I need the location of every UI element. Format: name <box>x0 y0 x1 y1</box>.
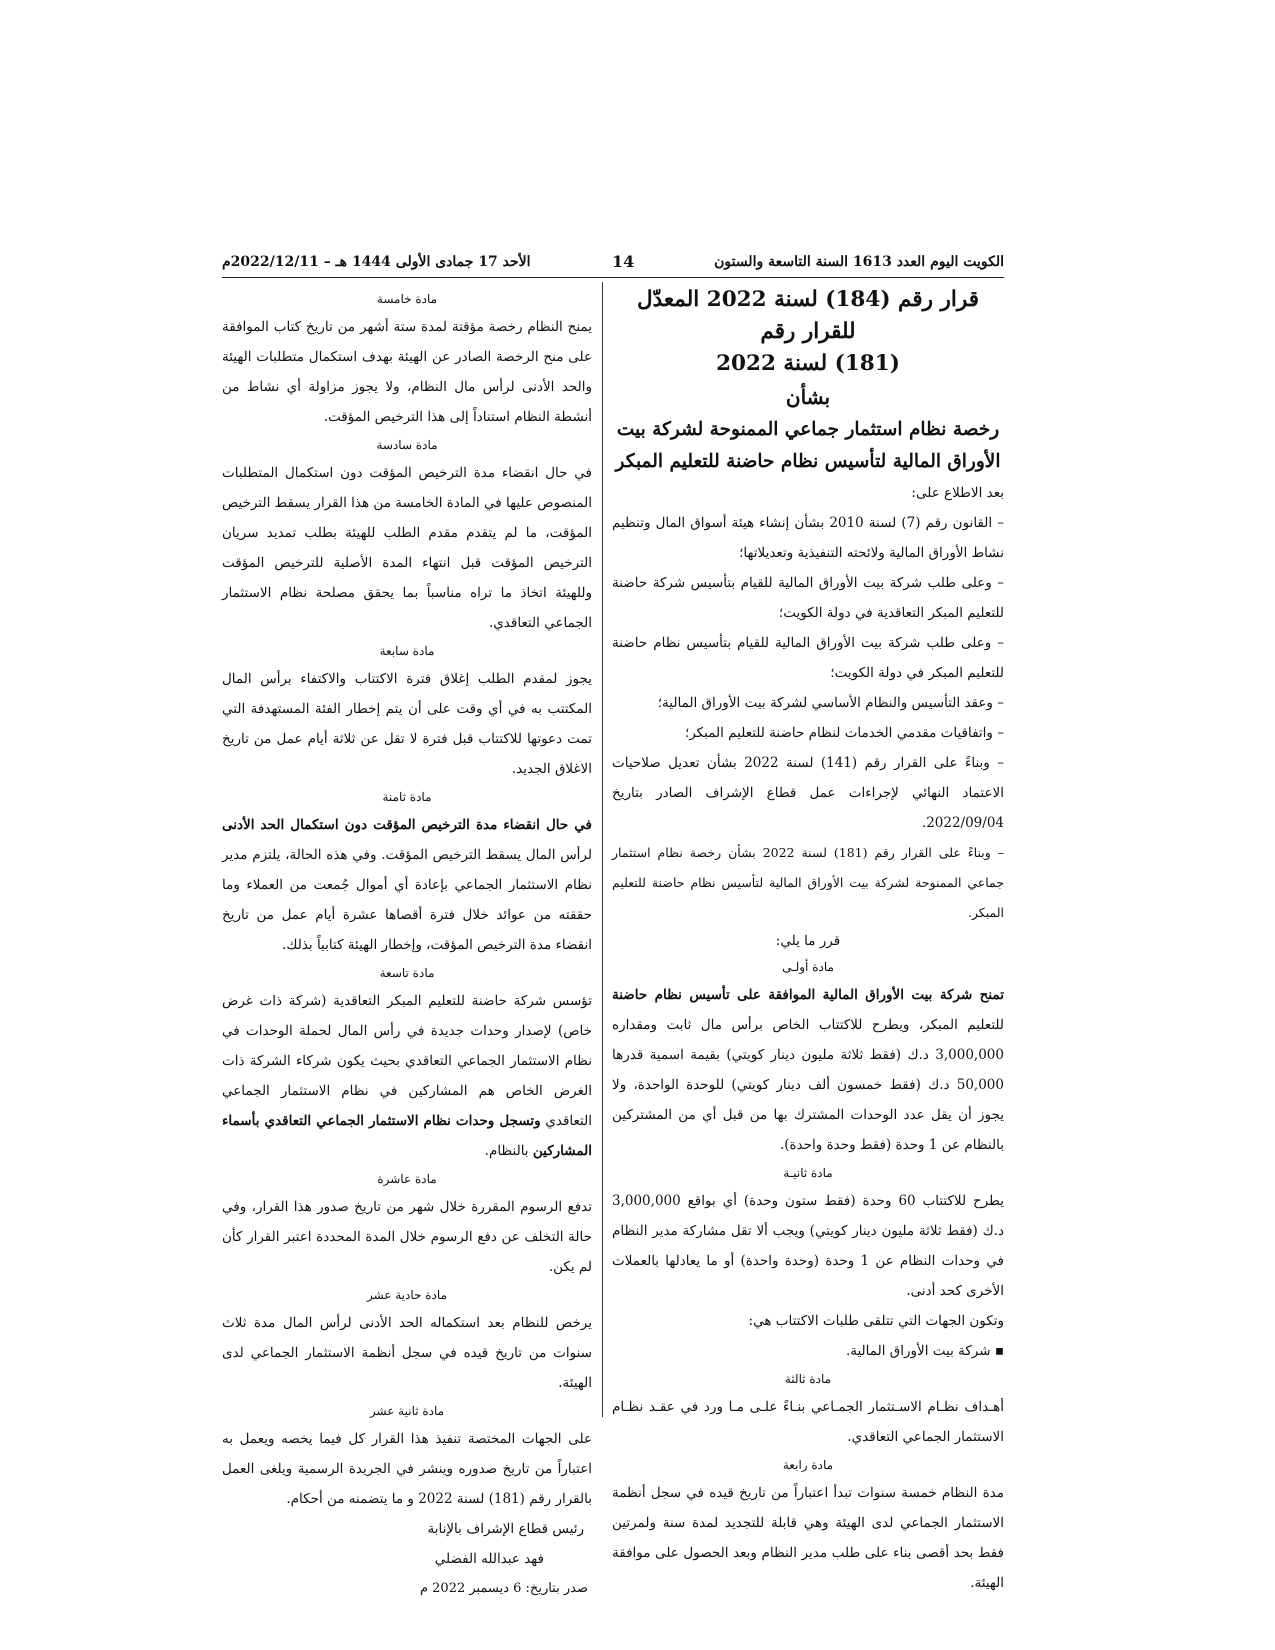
article-9-text: تؤسس شركة حاضنة للتعليم المبكر التعاقدية (شركة ذات غرض خاص) لإصدار وحدات جديدة في رأس المال لحملة الوحدات في نظام الاستثمار الجماعي التعاقدي بحيث يكون شركاء الشركة ذات الغرض الخاص هم المشاركين في نظام الاستثمار الجماعي التعاقدي <box>222 993 592 1129</box>
decision-regarding: بشأن <box>785 385 831 409</box>
article-2-text: يطرح للاكتتاب 60 وحدة (فقط ستون وحدة) أي بواقع 3,000,000 د.ك (فقط ثلاثة مليون دينار كويتي) ويجب ألا تقل مشاركة مدير النظام في وحدات النظام عن 1 وحدة (وحدة واحدة) أو ما يعادلها بالعملات الأخرى كحد أدنى. <box>612 1193 1004 1299</box>
article-8-lead: في حال انقضاء مدة الترخيص المؤقت دون استكمال الحد الأدنى <box>222 817 592 833</box>
article-2-entity: ▪ شركة بيت الأوراق المالية. <box>845 1343 1004 1359</box>
issue-date: صدر بتاريخ: 6 ديسمبر 2022 م <box>419 1581 588 1596</box>
article-2-heading: مادة ثانيـة <box>783 1166 833 1180</box>
header-divider <box>222 277 1004 278</box>
article-12-text: على الجهات المختصة تنفيذ هذا القرار كل فيما يخصه ويعمل به اعتباراً من تاريخ صدوره وينشر في الجريدة الرسمية ويلغى العمل بالقرار رقم (181) لسنة 2022 و ما يتضمنه من أحكام. <box>222 1431 592 1507</box>
publication-info: الكويت اليوم العدد 1613 السنة التاسعة والستون <box>714 254 1004 270</box>
right-column <box>612 284 1004 1598</box>
article-5-text: يمنح النظام رخصة مؤقتة لمدة ستة أشهر من تاريخ كتاب الموافقة على منح الرخصة الصادر عن الهيئة بهدف استكمال متطلبات الهيئة والحد الأدنى لرأس مال النظام، ولا يجوز مزاولة أي نشاط من أنشطة النظام استناداً إلى هذا الترخيص المؤقت. <box>222 319 592 425</box>
article-1-heading: مادة أولـى <box>782 960 834 974</box>
signatory-title: رئيس قطاع الإشراف بالإنابة <box>427 1521 584 1537</box>
article-1-body <box>612 980 1004 1160</box>
preamble-item: – واتفاقيات مقدمي الخدمات لنظام حاضنة للتعليم المبكر؛ <box>684 725 1004 741</box>
article-8-body <box>222 810 592 960</box>
article-1-text: للتعليم المبكر، ويطرح للاكتتاب الخاص برأس مال ثابت ومقداره 3,000,000 د.ك (فقط ثلاثة مليون دينار كويتي) بقيمة اسمية قدرها 50,000 د.ك (فقط خمسون ألف دينار كويتي) للوحدة الواحدة، ولا يجوز أن يقل عدد الوحدات المشترك بها من قبل أي من المشتركين بالنظام عن 1 وحدة (فقط وحدة واحدة). <box>612 1017 1004 1153</box>
decision-title-line2: (181) لسنة 2022 <box>716 351 900 376</box>
header-date: الأحد 17 جمادى الأولى 1444 هـ – 2022/12/11م <box>222 254 531 270</box>
article-9-emphasis: وتسجل وحدات نظام الاستثمار الجماعي التعاقدي بأسماء المشاركين <box>222 1113 592 1159</box>
article-7-heading: مادة سابعة <box>379 644 435 658</box>
article-9-body <box>222 986 592 1166</box>
article-1-lead: تمنح شركة بيت الأوراق المالية الموافقة على تأسيس نظام حاضنة <box>612 987 1004 1003</box>
decision-title <box>612 284 1004 380</box>
signatory-name: فهد عبدالله الفضلي <box>434 1551 544 1567</box>
left-column <box>222 286 592 1604</box>
article-11-heading: مادة حادية عشر <box>366 1288 448 1302</box>
decision-title-line1: قرار رقم (184) لسنة 2022 المعدّل للقرار رقم <box>637 287 979 344</box>
article-6-text: في حال انقضاء مدة الترخيص المؤقت دون استكمال المتطلبات المنصوص عليها في المادة الخامسة من هذا القرار يسقط الترخيص المؤقت، ما لم يتقدم مقدم الطلب للهيئة بطلب تمديد سريان الترخيص المؤقت قبل انتهاء المدة الأصلية للترخيص المؤقت وللهيئة اتخاذ ما تراه مناسباً بما يحقق مصلحة نظام الاستثمار الجماعي التعاقدي. <box>222 465 592 631</box>
preamble-item: – وعلى طلب شركة بيت الأوراق المالية للقيام بتأسيس شركة حاضنة للتعليم المبكر التعاقدية في دولة الكويت؛ <box>612 575 1004 621</box>
article-3-heading: مادة ثالثة <box>784 1372 832 1386</box>
article-4-heading: مادة رابعة <box>782 1458 834 1472</box>
decision-subject-line2: الأوراق المالية لتأسيس نظام حاضنة للتعليم المبكر <box>615 451 1001 472</box>
column-divider <box>602 282 603 1417</box>
preamble-intro: بعد الاطلاع على: <box>911 485 1004 501</box>
article-3-text: أهـداف نظـام الاسـتثمار الجمـاعي بنـاءً علـى مـا ورد في عقـد نظـام الاستثمار الجماعي التعاقدي. <box>612 1399 1004 1445</box>
decided-heading: قرر ما يلي: <box>775 933 841 949</box>
preamble-item: – القانون رقم (7) لسنة 2010 بشأن إنشاء هيئة أسواق المال وتنظيم نشاط الأوراق المالية ولائحته التنفيذية وتعديلاتها؛ <box>612 515 1004 561</box>
article-4-text: مدة النظام خمسة سنوات تبدأ اعتباراً من تاريخ قيده في سجل أنظمة الاستثمار الجماعي لدى الهيئة وهي قابلة للتجديد لمدة سنة ولمرتين فقط بحد أقصى بناء على طلب مدير النظام وبعد الحصول على موافقة الهيئة. <box>612 1485 1004 1591</box>
article-7-text: يجوز لمقدم الطلب إغلاق فترة الاكتتاب والاكتفاء برأس المال المكتتب به في أي وقت على أن يتم إخطار الفئة المستهدفة التي تمت دعوتها للاكتتاب قبل فترة لا تقل عن ثلاثة أيام عمل من تاريخ الاغلاق الجديد. <box>222 671 592 777</box>
page-header <box>222 252 1004 276</box>
article-2-entities-intro: وتكون الجهات التي تتلقى طلبات الاكتتاب هي: <box>748 1313 1004 1329</box>
article-11-text: يرخص للنظام بعد استكماله الحد الأدنى لرأس المال مدة ثلاث سنوات من تاريخ قيده في سجل أنظمة الاستثمار الجماعي لدى الهيئة. <box>222 1315 592 1391</box>
decision-subject <box>612 414 1004 478</box>
preamble-item: – وعلى طلب شركة بيت الأوراق المالية للقيام بتأسيس نظام حاضنة للتعليم المبكر في دولة الكويت؛ <box>612 635 1004 681</box>
preamble-item: – وعقد التأسيس والنظام الأساسي لشركة بيت الأوراق المالية؛ <box>657 695 1004 711</box>
page-number: 14 <box>612 252 635 271</box>
article-12-heading: مادة ثانية عشر <box>369 1404 445 1418</box>
article-8-text: لرأس المال يسقط الترخيص المؤقت. وفي هذه الحالة، يلتزم مدير نظام الاستثمار الجماعي بإعادة أي أموال جُمعت من العملاء وما حققته من عوائد خلال فترة أقصاها عشرة أيام عمل من تاريخ انقضاء مدة الترخيص المؤقت، وإخطار الهيئة كتابياً بذلك. <box>222 847 592 953</box>
article-9-tail: بالنظام. <box>484 1143 529 1159</box>
article-6-heading: مادة سادسة <box>376 438 438 452</box>
article-9-heading: مادة تاسعة <box>379 966 435 980</box>
article-8-heading: مادة ثامنة <box>382 790 432 804</box>
preamble-item: – وبناءً على القرار رقم (141) لسنة 2022 بشأن تعديل صلاحيات الاعتماد النهائي لإجراءات عمل قطاع الإشراف الصادر بتاريخ 2022/09/04. <box>612 755 1004 831</box>
article-10-heading: مادة عاشرة <box>377 1172 437 1186</box>
article-5-heading: مادة خامسة <box>376 292 438 306</box>
preamble-item: – وبناءً على القرار رقم (181) لسنة 2022 بشأن رخصة نظام استثمار جماعي الممنوحة لشركة بيت الأوراق المالية لتأسيس نظام حاضنة للتعليم المبكر. <box>612 845 1004 920</box>
decision-subject-line1: رخصة نظام استثمار جماعي الممنوحة لشركة بيت <box>616 419 1000 440</box>
article-10-text: تدفع الرسوم المقررة خلال شهر من تاريخ صدور هذا القرار، وفي حالة التخلف عن دفع الرسوم خلال المدة المحددة اعتبر القرار كأن لم يكن. <box>222 1199 592 1275</box>
